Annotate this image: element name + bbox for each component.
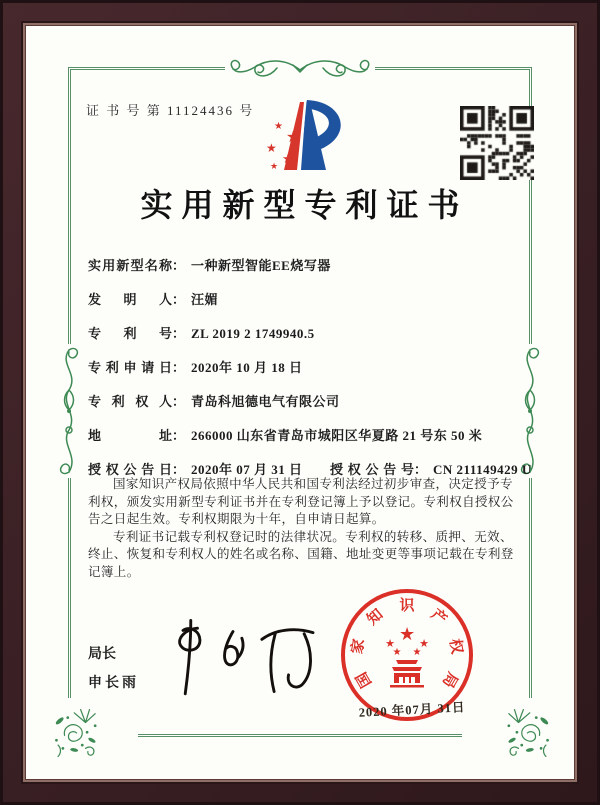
field-value: 2020年 07 月 31 日 <box>191 462 303 477</box>
field-value: 青岛科旭德电气有限公司 <box>191 394 340 409</box>
seal-date: 2020 年07月 31日 <box>358 700 466 720</box>
field-label: 地址 <box>88 428 172 443</box>
colon: ： <box>172 428 186 443</box>
floral-corner-left-icon <box>50 708 100 758</box>
field-value: 一种新型智能EE烧写器 <box>191 258 331 273</box>
director-block <box>88 643 139 692</box>
svg-text:国: 国 <box>353 668 376 691</box>
svg-text:★: ★ <box>398 624 416 644</box>
field-value: CN 211149429 U <box>433 462 532 477</box>
director-title: 局长 <box>88 647 116 662</box>
svg-text:★: ★ <box>412 647 422 658</box>
logo-star-icon: ★ <box>286 129 301 146</box>
field-list <box>88 256 536 494</box>
colon: ： <box>172 326 186 341</box>
svg-text:知: 知 <box>364 606 387 629</box>
field-value: 2020年 10 月 18 日 <box>191 360 303 375</box>
field-label: 发明人 <box>88 292 172 307</box>
director-signature-script <box>159 616 327 696</box>
qr-code-icon <box>460 106 534 180</box>
field-label: 实用新型名称 <box>88 258 172 273</box>
field-value: ZL 2019 2 1749940.5 <box>191 326 315 341</box>
svg-text:产: 产 <box>427 606 450 629</box>
colon: ： <box>172 292 186 307</box>
logo-star-icon: ★ <box>282 151 294 166</box>
certificate-number: 证 书 号 第 11124436 号 <box>86 103 255 118</box>
certificate-paper <box>26 26 574 779</box>
field-row-address <box>88 426 536 446</box>
svg-text:识: 识 <box>399 598 415 614</box>
colon: ： <box>172 462 186 477</box>
logo-star-icon: ★ <box>274 121 283 132</box>
field-row-filing-date <box>88 358 536 378</box>
field-label: 专利号 <box>88 326 172 341</box>
field-label: 授权公告号 <box>330 462 414 477</box>
field-label: 专利权人 <box>88 394 172 409</box>
svg-text:★: ★ <box>419 638 429 650</box>
svg-text:权: 权 <box>446 637 465 656</box>
svg-text:局: 局 <box>438 668 461 691</box>
legal-paragraph: 专利证书记载专利权登记时的法律状况。专利权的转移、质押、无效、终止、恢复和专利权人的姓名或名称、国籍、地址变更等事项记载在专利登记簿上。 <box>88 529 514 579</box>
field-label: 授权公告日 <box>88 462 172 477</box>
field-value: 汪媚 <box>191 292 219 307</box>
legal-text <box>88 476 516 582</box>
logo-star-icon: ★ <box>270 161 279 171</box>
legal-paragraph: 国家知识产权局依照中华人民共和国专利法经过初步审查，决定授予专利权，颁发实用新型专利证书并在专利登记簿上予以登记。专利权自授权公告之日起生效。专利权期限为十年，自申请日起算。 <box>88 477 514 527</box>
field-row-patent-no <box>88 324 536 344</box>
field-row-patentee <box>88 392 536 412</box>
field-row-name <box>88 256 536 276</box>
director-name: 申长雨 <box>88 676 139 691</box>
colon: ： <box>414 462 428 477</box>
colon: ： <box>172 394 186 409</box>
logo-star-icon: ★ <box>266 141 277 155</box>
national-emblem-icon <box>385 624 429 688</box>
flourish-left-icon <box>55 344 83 478</box>
flourish-top-icon <box>225 51 375 87</box>
cnipa-patent-logo-icon <box>250 90 402 178</box>
field-row-inventor <box>88 290 536 310</box>
svg-text:★: ★ <box>385 638 395 650</box>
svg-text:★: ★ <box>392 647 402 658</box>
floral-corner-right-icon <box>504 708 554 758</box>
certificate-title: 实用新型专利证书 <box>140 187 469 223</box>
field-value: 266000 山东省青岛市城阳区华夏路 21 号东 50 米 <box>191 428 483 443</box>
field-label: 专利申请日 <box>88 360 172 375</box>
svg-text:家: 家 <box>349 637 368 656</box>
colon: ： <box>172 360 186 375</box>
colon: ： <box>172 258 186 273</box>
